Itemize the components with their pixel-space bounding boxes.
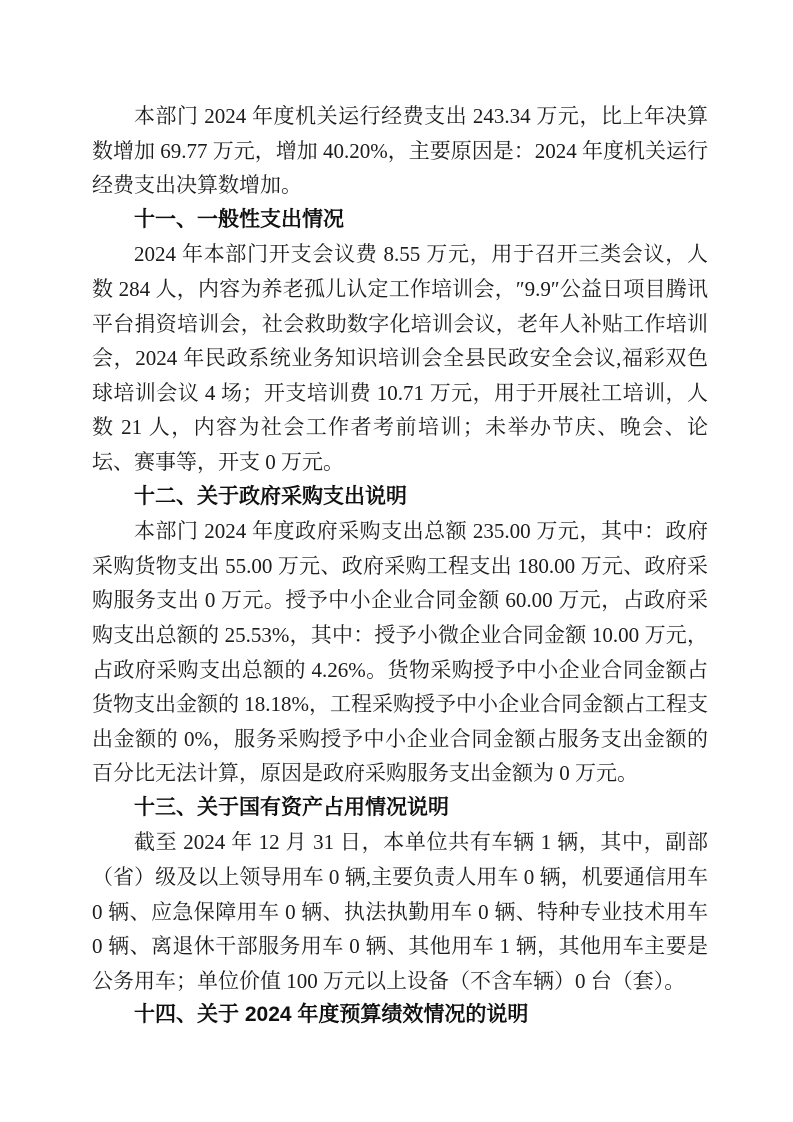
document-content	[92, 99, 708, 1033]
heading-section-14-budget-performance: 十四、关于 2024 年度预算绩效情况的说明	[134, 1003, 529, 1027]
heading-section-11-general-expenditure: 十一、一般性支出情况	[134, 207, 344, 231]
paragraph-state-owned-assets-detail: 截至 2024 年 12 月 31 日，本单位共有车辆 1 辆，其中，副部（省）级及以上领导用车 0 辆,主要负责人用车 0 辆，机要通信用车 0 辆、应急保障用车 0 辆、执法执勤用车 0 辆、特种专业技术用车 0 辆、离退休干部服务用车 0 辆、其他用车 1 辆，其他用车主要是公务用车；单位价值 100 万元以上设备（不含车辆）0 台（套）。	[92, 830, 708, 993]
paragraph-meeting-and-training-expense: 2024 年本部门开支会议费 8.55 万元，用于召开三类会议，人数 284 人，内容为养老孤儿认定工作培训会，″9.9″公益日项目腾讯平台捐资培训会，社会救助数字化培训会议，老年人补贴工作培训会，2024 年民政系统业务知识培训会全县民政安全会议,福彩双色球培训会议 4 场；开支培训费 10.71 万元，用于开展社工培训，人数 21 人，内容为社会工作者考前培训；未举办节庆、晚会、论坛、赛事等，开支 0 万元。	[92, 242, 708, 474]
paragraph-agency-operating-expense: 本部门 2024 年度机关运行经费支出 243.34 万元，比上年决算数增加 69.77 万元，增加 40.20%，主要原因是：2024 年度机关运行经费支出决算数增加。	[92, 104, 708, 198]
heading-section-12-government-procurement: 十二、关于政府采购支出说明	[134, 484, 407, 508]
heading-section-13-state-owned-assets: 十三、关于国有资产占用情况说明	[134, 795, 449, 819]
paragraph-government-procurement-detail: 本部门 2024 年度政府采购支出总额 235.00 万元，其中：政府采购货物支出 55.00 万元、政府采购工程支出 180.00 万元、政府采购服务支出 0 万元。授予中小企业合同金额 60.00 万元，占政府采购支出总额的 25.53%，其中：授予小微企业合同金额 10.00 万元，占政府采购支出总额的 4.26%。货物采购授予中小企业合同金额占货物支出金额的 18.18%，工程采购授予中小企业合同金额占工程支出金额的 0%，服务采购授予中小企业合同金额占服务支出金额的百分比无法计算，原因是政府采购服务支出金额为 0 万元。	[92, 519, 708, 786]
